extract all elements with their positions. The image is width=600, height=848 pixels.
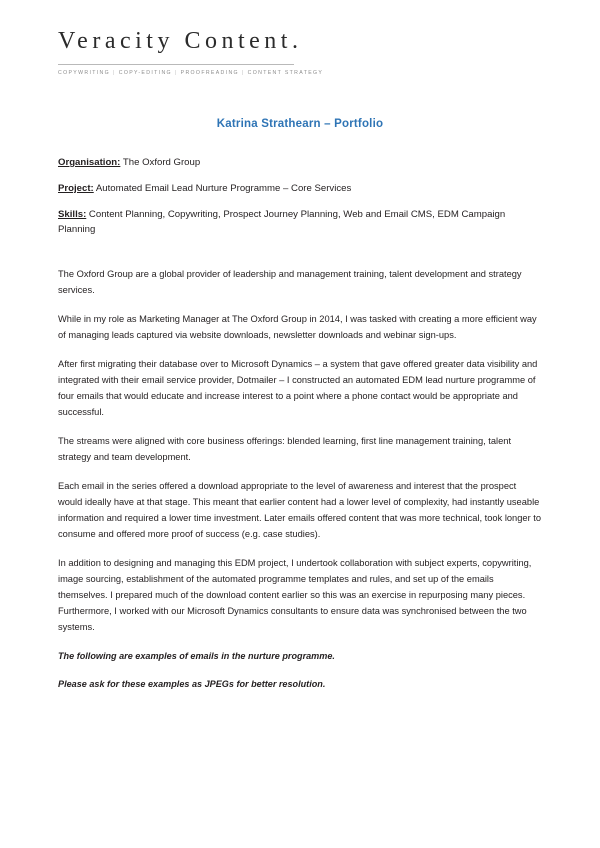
meta-skills (58, 208, 542, 238)
service-copy-editing: COPY-EDITING (118, 70, 172, 76)
meta-organisation (58, 156, 542, 171)
body-paragraph-6: In addition to designing and managing this EDM project, I undertook collaboration with subject experts, copywriting, image sourcing, establishment of the automated programme templates and rules, and set up of the emails themselves. I prepared much of the download content earlier so this was an exercise in repurposing many pieces. Furthermore, I worked with our Microsoft Dynamics consultants to ensure data was synchronised between the two systems. (58, 558, 532, 633)
body-paragraph-3: After first migrating their database over to Microsoft Dynamics – a system that gave offered greater data visibility and integrated with their email service provider, Dotmailer – I constructed an automated EDM lead nurture programme of four emails that would educate and increase interest to a point where a phone contact would be appropriate and successful. (58, 359, 538, 418)
meta-organisation-label: Organisation: (58, 157, 121, 168)
closing-note-2: Please ask for these examples as JPEGs for better resolution. (58, 678, 326, 689)
service-content-strategy: CONTENT STRATEGY (247, 70, 324, 76)
body-paragraph-2: While in my role as Marketing Manager at The Oxford Group in 2014, I was tasked with creating a more efficient way of managing leads captured via website downloads, newsletter downloads and webinar sign-ups. (58, 314, 537, 341)
service-separator-3: | (241, 70, 245, 76)
service-separator-2: | (174, 70, 178, 76)
service-separator-1: | (113, 70, 116, 76)
meta-skills-value: Content Planning, Copywriting, Prospect Journey Planning, Web and Email CMS, EDM Campaign Planning (58, 208, 506, 235)
body-paragraph-5: Each email in the series offered a download appropriate to the level of awareness and interest that the prospect would ideally have at that stage. This meant that earlier content had a lower level of complexity, had instantly useable information and required a lower time investment. Later emails offered content that was more technical, took longer to consume and offered more proof of success (e.g. case studies). (58, 481, 542, 540)
page-title: Katrina Strathearn – Portfolio (216, 118, 384, 130)
meta-project-label: Project: (58, 182, 94, 194)
body-paragraph-4: The streams were aligned with core business offerings: blended learning, first line management training, talent strategy and team development. (58, 436, 512, 463)
brand-name: Veracity Content. (58, 28, 303, 54)
meta-project-value: Automated Email Lead Nurture Programme – Core Services (93, 182, 352, 194)
document-body (58, 118, 542, 704)
body-paragraph-1: The Oxford Group are a global provider of leadership and management training, talent development and strategy services. (58, 269, 522, 296)
brand-services (58, 70, 538, 76)
meta-project (58, 182, 542, 197)
closing-note-1: The following are examples of emails in the nurture programme. (58, 651, 335, 662)
brand-divider (58, 64, 294, 65)
meta-skills-label: Skills: (58, 208, 87, 220)
meta-organisation-value: The Oxford Group (120, 157, 201, 168)
service-copywriting: COPYWRITING (58, 70, 111, 76)
letterhead (58, 28, 538, 76)
service-proofreading: PROOFREADING (180, 70, 239, 76)
